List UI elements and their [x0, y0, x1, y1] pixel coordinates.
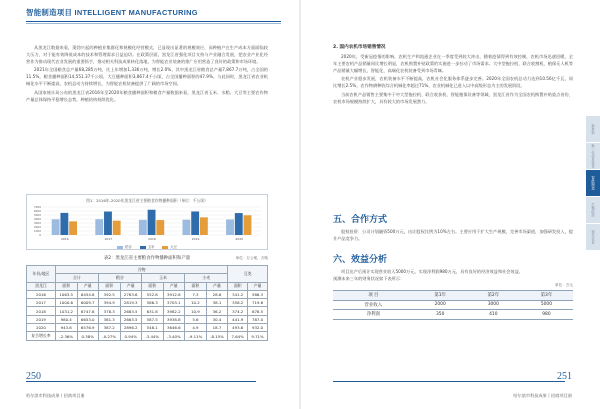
table-cell: 631.8 — [141, 307, 163, 315]
table-cell: 678.5 — [248, 307, 268, 315]
table-subheader-cell: 黑龙江 — [27, 282, 56, 290]
table-cell: 2896.2 — [120, 324, 141, 332]
table-cell: 587.5 — [141, 315, 163, 323]
table-cell: 5.6 — [185, 315, 207, 323]
table-subheader-cell: 产量 — [77, 282, 98, 290]
bar-玉米-2018 — [148, 210, 156, 235]
table-cell: 2020 — [27, 324, 56, 332]
fin-cell: 410 — [467, 310, 520, 320]
table-cell: 341.2 — [228, 290, 248, 298]
bar-稻谷-2020 — [226, 220, 234, 235]
table-cell: 1031.2 — [55, 307, 77, 315]
fin-header-cell: 第3年 — [520, 291, 573, 301]
side-tabs — [586, 116, 600, 251]
table-cell: 6576.9 — [77, 324, 98, 332]
header-year: 年份/地区 — [27, 266, 56, 283]
y-tick-label: 5000 — [33, 213, 41, 217]
header-grain: 谷物 — [55, 266, 227, 274]
fin-cell: 3000 — [467, 300, 520, 310]
table-cell: 493.6 — [228, 324, 248, 332]
fin-header-row — [333, 291, 573, 301]
table-cell: 2017 — [27, 299, 56, 307]
crop-table-caption — [26, 255, 268, 261]
table-cell: 552.8 — [141, 290, 163, 298]
left-footer-text: 哈尔滨市科技成果丨招商项目册 — [26, 393, 85, 398]
table-subheader-cell: 面积 — [228, 282, 248, 290]
table-subheader-cell: 面积 — [141, 282, 163, 290]
y-tick-label: 4000 — [33, 217, 41, 221]
table-cell: 6454.8 — [77, 290, 98, 298]
fin-cell: 净利润 — [333, 310, 414, 320]
cooperation-section — [333, 212, 573, 242]
y-tick-label: 1000 — [33, 229, 41, 233]
side-tab-0[interactable] — [586, 116, 600, 142]
table-cell: 6747.6 — [77, 307, 98, 315]
section6-text: 项目达产后预计实现营业收入5000万元，实现净利润980万元，具有良好的经济效益和社会效益。 — [341, 269, 523, 274]
legend-item-corn: 玉米 — [140, 244, 155, 249]
table-cell: 932.0 — [248, 324, 268, 332]
x-tick-label: 2019 — [191, 237, 200, 241]
side-tab-label: 生物医药 — [590, 203, 595, 217]
table-cell: 387.2 — [98, 324, 120, 332]
side-tab-label: 智能制造 — [590, 176, 595, 190]
header-rule-thin — [26, 23, 281, 24]
chart-title: 图1：2016年-2020年黑龙江省主要粮食作物播种面积（单位：千公顷） — [86, 198, 208, 203]
left-body-text — [26, 44, 268, 103]
header-bean: 豆类 — [228, 266, 268, 283]
table-cell: 10.2 — [185, 299, 207, 307]
bar-大豆-2017 — [113, 221, 121, 235]
table-cell: 复合增长率 — [27, 332, 56, 340]
header-corn: 玉米 — [141, 274, 184, 282]
left-paragraph-3: 从国家统计局公布的黑龙江省2016年至2020年粮食播种面积和粮食产量数据来看，黑龙江省玉米、水稻、大豆等主要农作物产量总体保持平稳增长态势，种植结构持续优化。 — [26, 89, 268, 102]
table-cell: -2.36% — [55, 332, 77, 340]
table-cell: 10.9 — [185, 307, 207, 315]
fin-cell: 2000 — [414, 300, 467, 310]
table-cell: 0.94% — [120, 332, 141, 340]
right-paragraph-1: 2020年，受新冠疫情的影响，农机生产和流通企业在一季度受到较大冲击，随着疫情得到有效控制，农机市场迅速回暖，全年主要农机产品销量同比增长明显，农机购置补贴政策的实施进一步拉动了市场需求。大中型拖拉机、联合收割机、植保无人机等产品销量大幅增长，智能化、高端化农机装备受到市场青睐。 — [333, 54, 573, 74]
table-row — [27, 307, 268, 315]
bar-大豆-2016 — [69, 221, 77, 235]
legend-item-rice: 稻谷 — [117, 244, 132, 249]
fin-header-cell: 项 目 — [333, 291, 414, 301]
y-tick-label: 7000 — [33, 205, 41, 209]
header-title: 智能制造项目 INTELLIGENT MANUFACTURING — [26, 8, 198, 17]
table-subheader-cell: 产量 — [206, 282, 228, 290]
left-paragraph-1: 从黑龙江数据来看，蓬勃兴起的种植业集群化和规模化经营模式，已显现出显著的规模效应，而种植户在生产成本方面面临较大压力，对于能有效降低成本的技术和管理需求日益迫切。在政策层面，黑龙江省强化项目支持与产业融合发展，把农业产业化经营作为推动现代农业发展的重要抓手，推动相关科技成果转化落地，为智能农业装备的推广应用营造了良好的政策和市场环境。 — [26, 45, 268, 65]
side-tab-1[interactable] — [586, 143, 600, 169]
right-paragraph-3: 当前农机产品销售主要集中于中大型拖拉机、联合收获机、智能植保设备等领域，黑龙江省作为全国农机购置补贴重点省份，农机市场规模持续扩大，具有较大的市场发展潜力。 — [333, 91, 573, 104]
side-tab-label: 新材料 — [590, 123, 595, 135]
crop-table — [26, 265, 268, 341]
table-cell: 980.4 — [55, 315, 77, 323]
bar-稻谷-2019 — [183, 220, 191, 235]
table-cell: 1000.6 — [55, 299, 77, 307]
header-band — [26, 7, 266, 20]
table-cell: 2018 — [27, 307, 56, 315]
table-subheader-cell: 面积 — [98, 282, 120, 290]
section6-title: 六、效益分析 — [333, 254, 388, 264]
table-cell: 30.4 — [206, 315, 228, 323]
table-cell: 2019 — [27, 315, 56, 323]
side-tab-3[interactable] — [586, 197, 600, 223]
table-row — [27, 299, 268, 307]
fin-cell: 5000 — [520, 300, 573, 310]
y-tick-label: 6000 — [33, 209, 41, 213]
table-cell: 3912.8 — [163, 290, 185, 298]
table-cell: 18.7 — [206, 324, 228, 332]
side-tab-label: 现代农业 — [590, 230, 595, 244]
header-total: 合计 — [55, 274, 98, 282]
chart-legend — [27, 244, 267, 249]
table-cell: 719.6 — [248, 299, 268, 307]
fin-row — [333, 310, 573, 320]
bar-大豆-2020 — [244, 215, 252, 235]
table-subheader-cell: 产量 — [120, 282, 141, 290]
right-footer-text: 哈尔滨市科技成果丨招商项目册 — [513, 393, 572, 398]
y-tick-label: 0 — [39, 233, 41, 237]
table-cell: 6653.0 — [77, 315, 98, 323]
right-page-number: 251 — [557, 371, 572, 382]
table-cell: 0.38% — [77, 332, 98, 340]
bar-大豆-2019 — [200, 217, 208, 235]
table-cell: -3.44% — [141, 332, 163, 340]
table-cell: 358.2 — [228, 299, 248, 307]
header-rule — [26, 21, 281, 22]
table-row — [27, 315, 268, 323]
table-cell: -3.40% — [163, 332, 185, 340]
table-cell: 374.2 — [228, 307, 248, 315]
fin-header-cell: 第1年 — [414, 291, 467, 301]
table-cell: 2683.5 — [120, 307, 141, 315]
section5-title: 五、合作方式 — [333, 214, 388, 224]
table-cell: 3938.8 — [163, 315, 185, 323]
side-tab-4[interactable] — [586, 224, 600, 250]
side-tab-label: 新一代信息技术 — [590, 143, 595, 169]
bar-玉米-2016 — [60, 213, 68, 235]
fin-header-cell: 第2年 — [467, 291, 520, 301]
table-cell: 2016 — [27, 290, 56, 298]
table-cell: 7.3 — [185, 290, 207, 298]
left-paragraph-2: 2021年全国粮食总产量68,285万吨，比上年增加1,336万吨，增长2.0%，其中黑龙江省粮食总产量7,867.7万吨，占全国的11.5%，粮食播种面积14,551.37千公顷，大豆播种面积3,867.4千公顷，占全国播种面积的47.9%。与此同时，黑龙江省农业机械化水平不断提高，农机总动力持续增长，为智能农机装备提供了广阔的市场空间。 — [26, 67, 268, 87]
fin-row — [333, 300, 573, 310]
x-tick-label: 2020 — [235, 237, 244, 241]
bar-大豆-2018 — [156, 220, 164, 235]
fin-cell: 350 — [414, 310, 467, 320]
table-cell: 2819.3 — [120, 299, 141, 307]
table-row — [27, 332, 268, 340]
table-cell: 3982.2 — [163, 307, 185, 315]
bar-玉米-2017 — [104, 212, 112, 235]
right-footer-rule — [333, 381, 565, 382]
table-cell: 38.1 — [206, 299, 228, 307]
header-wheat: 小麦 — [185, 274, 228, 282]
bar-稻谷-2016 — [52, 219, 60, 235]
y-tick-label: 3000 — [33, 221, 41, 225]
legend-item-soybean: 大豆 — [162, 244, 177, 249]
table-cell: 381.3 — [98, 315, 120, 323]
table-subheader-cell: 产量 — [163, 282, 185, 290]
table-cell: 7.64% — [228, 332, 248, 340]
table-cell: 441.9 — [228, 315, 248, 323]
table-cell: 586.3 — [141, 299, 163, 307]
table-cell: 2783.6 — [120, 290, 141, 298]
bar-稻谷-2017 — [95, 219, 103, 235]
table-cell: 3646.6 — [163, 324, 185, 332]
table-cell: 943.8 — [55, 324, 77, 332]
right-paragraph-2: 农机产业稳步发展，农机装备水平不断提高，农机社会化服务体系逐步完善。2020年全国农机总动力达到10.56亿千瓦，同比增长2.5%，农作物耕种收综合机械化率超过71%，农业机械化已进入以中高级形态为主的发展阶段。 — [333, 76, 573, 89]
left-page-number: 250 — [26, 371, 41, 382]
fin-table-caption: 预测未来三年的财务状况如下表所示： — [333, 276, 405, 282]
table-cell: 9.71% — [248, 332, 268, 340]
table-cell: -8.15% — [206, 332, 228, 340]
bar-chart — [26, 194, 268, 250]
benefit-section — [333, 252, 573, 320]
fin-cell: 营业收入 — [333, 300, 414, 310]
financial-table-body — [333, 291, 573, 320]
table-cell: 6009.7 — [77, 299, 98, 307]
x-tick-label: 2016 — [60, 237, 69, 241]
table-cell: 392.5 — [98, 290, 120, 298]
crop-table-body — [27, 282, 268, 340]
left-footer-rule — [26, 381, 256, 382]
table-subheader-row — [27, 282, 268, 290]
table-cell: -9.11% — [185, 332, 207, 340]
table-cell: 28.6 — [206, 290, 228, 298]
table-row — [27, 324, 268, 332]
bar-玉米-2020 — [235, 213, 243, 235]
fin-table-unit: 单位：万元 — [555, 283, 573, 288]
table-cell: 378.3 — [98, 307, 120, 315]
header-rice: 稻谷 — [98, 274, 141, 282]
table-cell: -0.27% — [98, 332, 120, 340]
table-cell: 4.9 — [185, 324, 207, 332]
section5-text: 股权投资：公司计划融资500万元，出让股权比例为10%左右。主要应用于扩大生产规模，完善市场渠道，加强研发投入，提升产品竞争力。 — [333, 229, 573, 242]
y-tick-label: 2000 — [33, 225, 41, 229]
table-cell: 548.1 — [141, 324, 163, 332]
table-cell: 787.0 — [248, 315, 268, 323]
table-unit: 单位：万公顷，万吨 — [235, 256, 268, 260]
side-tab-2[interactable] — [586, 170, 600, 196]
table-row — [27, 290, 268, 298]
right-body-text — [333, 44, 573, 105]
table-header-row-1 — [27, 266, 268, 274]
bar-稻谷-2018 — [139, 220, 147, 235]
crop-table-wrapper — [26, 265, 268, 341]
right-subheading: 2. 国内农机市场销售情况 — [333, 45, 386, 50]
table-subheader-cell: 面积 — [185, 282, 207, 290]
table-subheader-cell: 面积 — [55, 282, 77, 290]
fin-cell: 980 — [520, 310, 573, 320]
table-cell: 3703.1 — [163, 299, 185, 307]
financial-table — [333, 290, 573, 320]
chart-svg — [27, 204, 267, 242]
table-cell: 36.2 — [206, 307, 228, 315]
table-cell: 2663.5 — [120, 315, 141, 323]
table-caption: 表2：黑龙江省主要粮食作物播种面积和产量 — [103, 256, 191, 261]
x-tick-label: 2018 — [148, 237, 156, 241]
right-page — [300, 0, 600, 409]
table-cell: 1063.5 — [55, 290, 77, 298]
table-cell: 394.9 — [98, 299, 120, 307]
x-tick-label: 2017 — [104, 237, 113, 241]
table-cell: 586.3 — [248, 290, 268, 298]
bar-玉米-2019 — [191, 212, 199, 236]
table-subheader-cell: 产量 — [248, 282, 268, 290]
